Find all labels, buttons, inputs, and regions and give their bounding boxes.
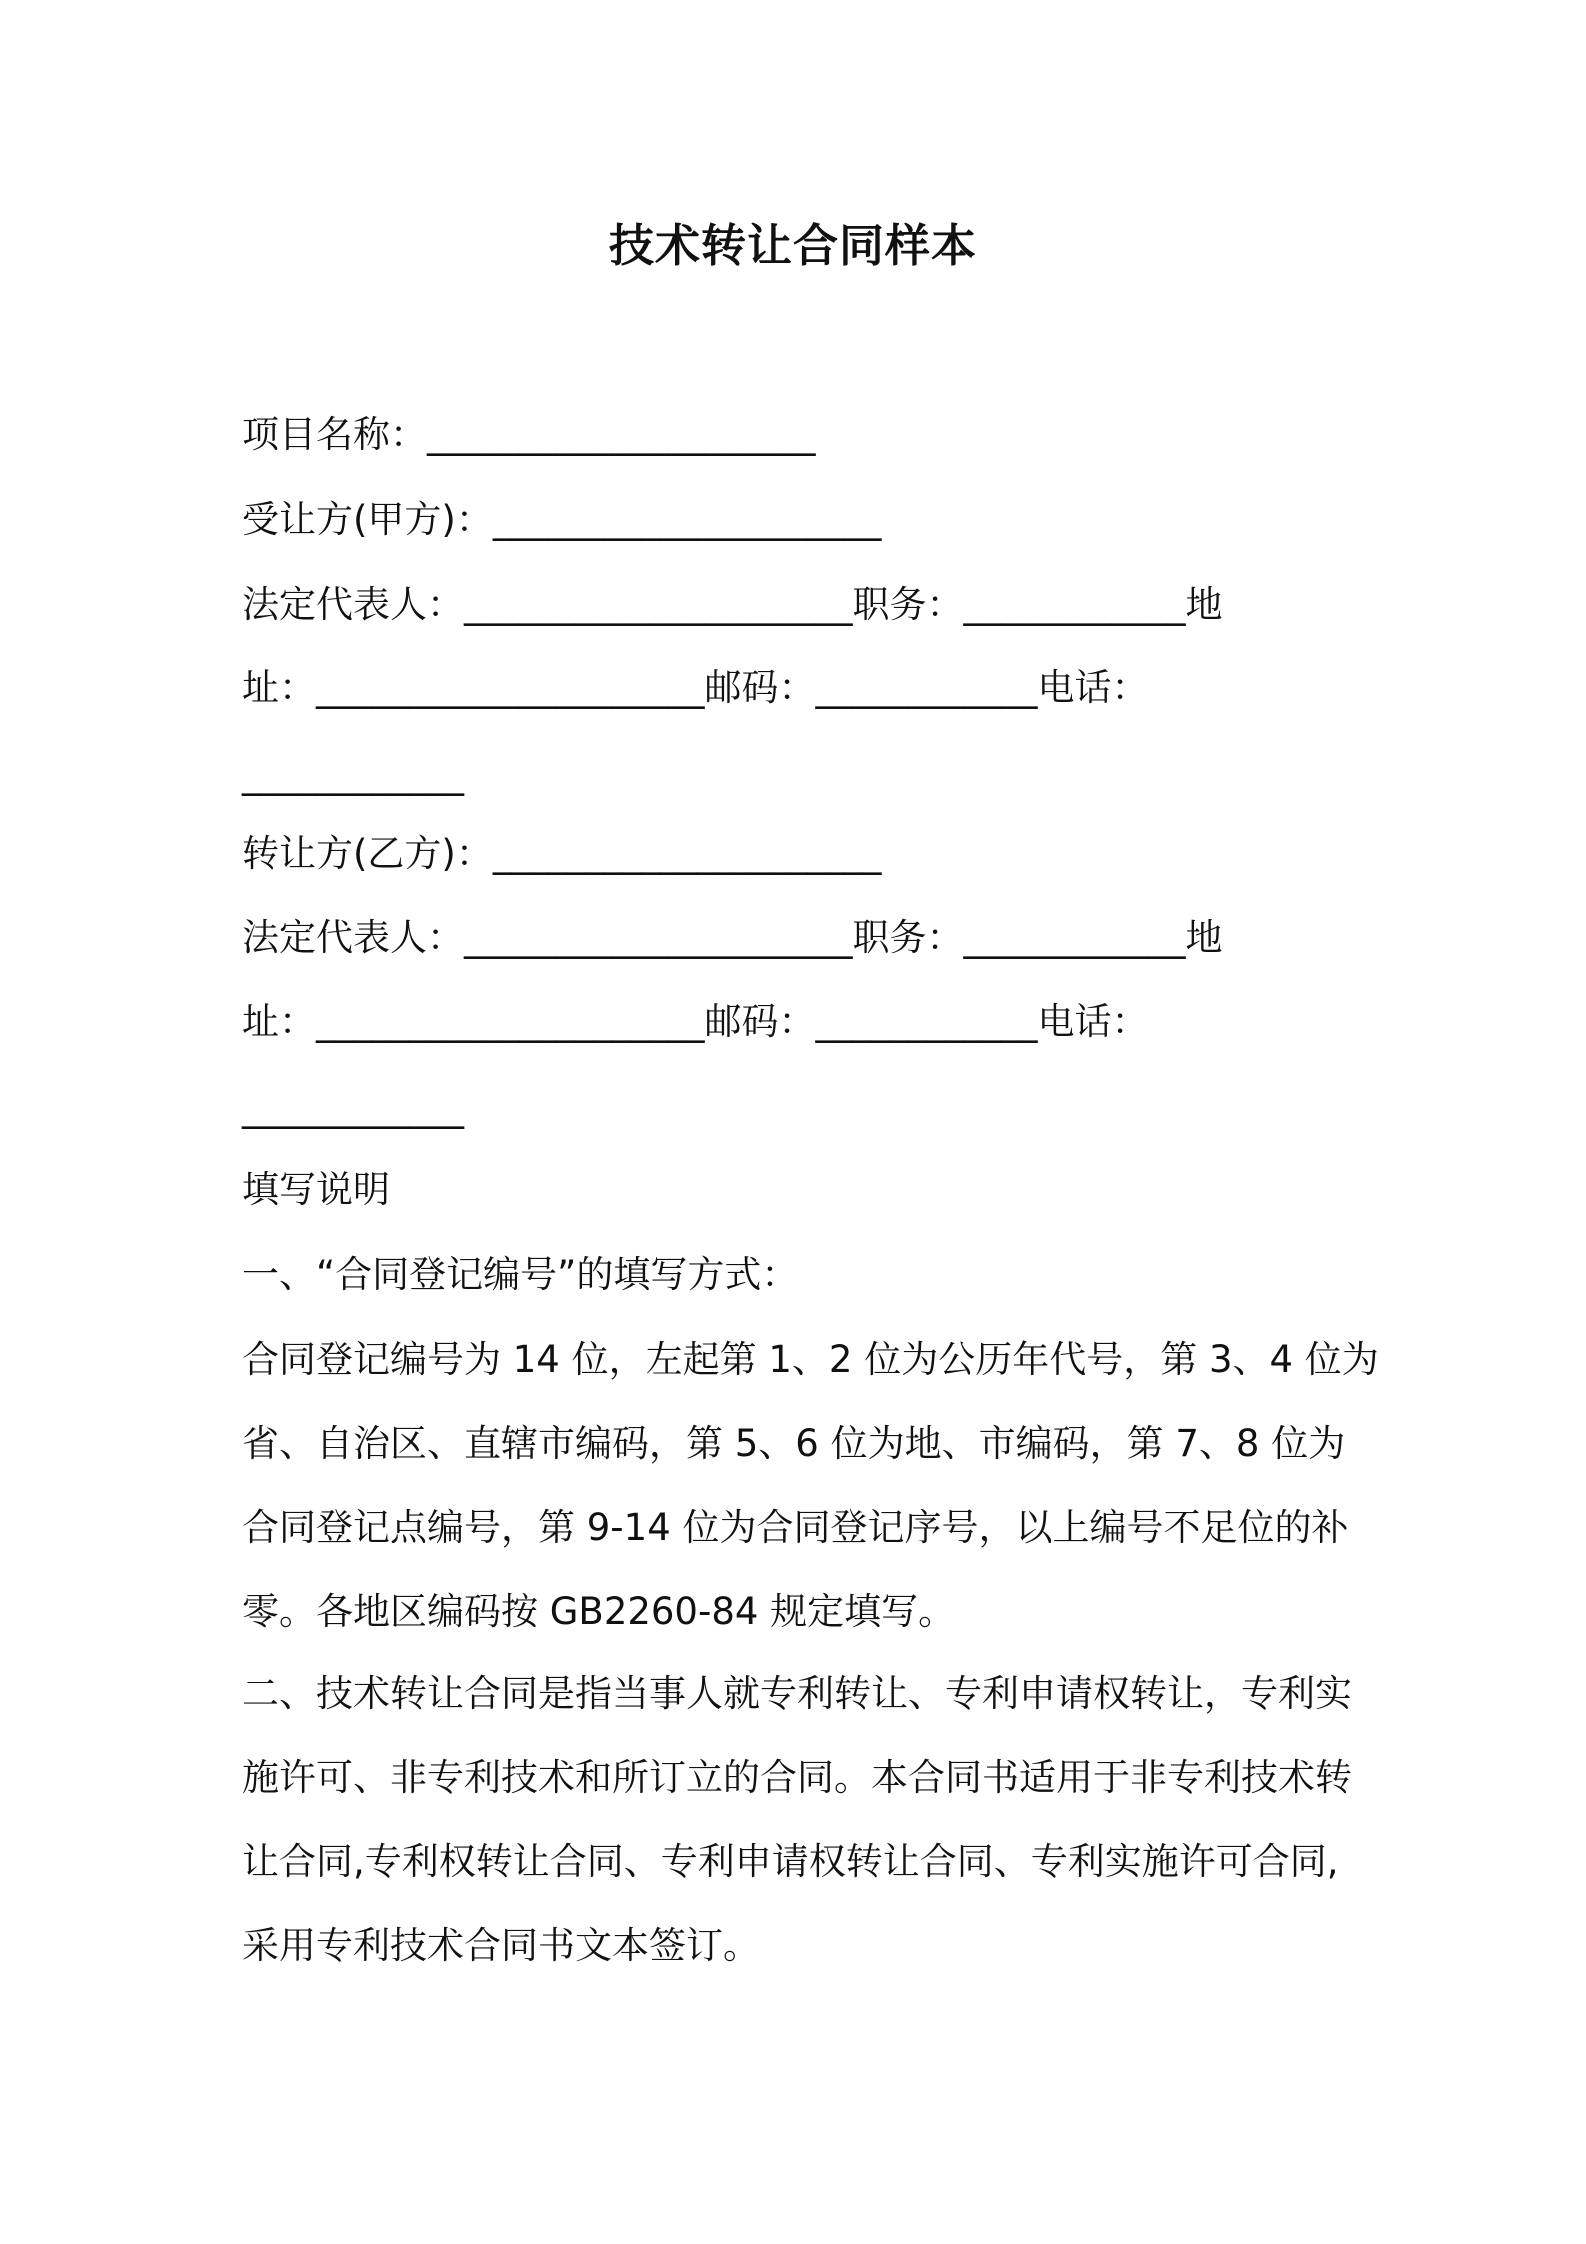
instruction-item1-line: 省、自治区、直辖市编码，第 5、6 位为地、市编码，第 7、8 位为: [242, 1422, 1346, 1465]
field-transferee: 受让方(甲方)：_____________________: [242, 498, 882, 541]
instruction-item1-line: 合同登记点编号，第 9-14 位为合同登记序号，以上编号不足位的补: [242, 1506, 1349, 1549]
instruction-item2-line: 二、技术转让合同是指当事人就专利转让、专利申请权转让，专利实: [242, 1672, 1352, 1715]
document-title: 技术转让合同样本: [608, 219, 977, 272]
instruction-item2-line: 让合同,专利权转让合同、专利申请权转让合同、专利实施许可合同,: [242, 1840, 1339, 1883]
instructions-heading: 填写说明: [242, 1168, 390, 1211]
instruction-item1-body: [242, 1318, 1379, 1654]
instruction-item2-body: [242, 1652, 1362, 1988]
instruction-item1-heading: 一、“合同登记编号”的填写方式：: [242, 1253, 799, 1296]
field-transferee-address: 址：_____________________邮码：____________电话：: [242, 666, 1149, 709]
field-transferee-phone-blank: ____________: [242, 753, 464, 796]
field-transferor-representative: 法定代表人：_____________________职务：____________地: [242, 916, 1223, 959]
field-transferor: 转让方(乙方)：_____________________: [242, 832, 882, 875]
instruction-item2-line: 采用专利技术合同书文本签订。: [242, 1924, 760, 1967]
instruction-item1-line: 零。各地区编码按 GB2260-84 规定填写。: [242, 1590, 956, 1633]
instruction-item2-line: 施许可、非专利技术和所订立的合同。本合同书适用于非专利技术转: [242, 1756, 1352, 1799]
instruction-item1-line: 合同登记编号为 14 位，左起第 1、2 位为公历年代号，第 3、4 位为: [242, 1338, 1379, 1381]
field-transferor-phone-blank: ____________: [242, 1086, 464, 1129]
field-transferor-address: 址：_____________________邮码：____________电话：: [242, 1000, 1149, 1043]
field-transferee-representative: 法定代表人：_____________________职务：____________地: [242, 583, 1223, 626]
field-project-name: 项目名称：_____________________: [242, 413, 816, 456]
